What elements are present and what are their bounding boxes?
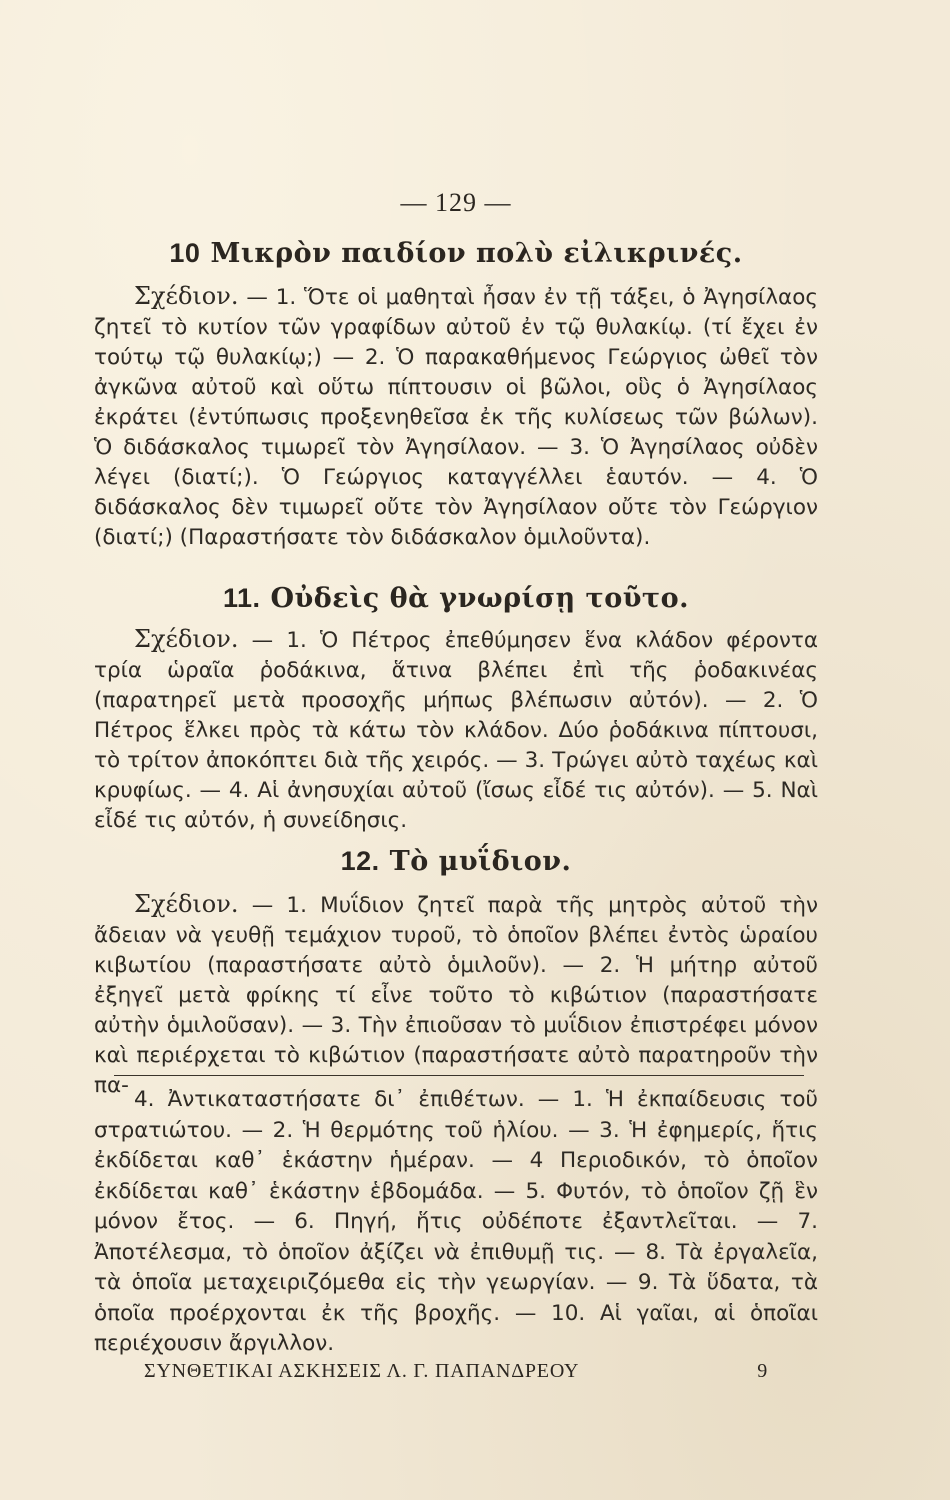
exercise-section [94, 583, 818, 836]
section-number: 11. [222, 583, 261, 613]
exercise-text: 4. Ἀντικαταστήσατε δι᾿ ἐπιθέτων. — 1. Ἡ ἐκπαίδευσις τοῦ στρατιώτου. — 2. Ἡ θερμότης τοῦ ἡλίου. — 3. Ἡ ἐφημερίς, ἥτις ἐκδίδεται καθ᾿ ἑκάστην ἡμέραν. — 4 Περιοδικόν, τὸ ὁποῖον ἐκδίδεται καθ᾿ ἑκάστην ἑβδομάδα. — 5. Φυτόν, τὸ ὁποῖον ζῇ ἓν μόνον ἔτος. — 6. Πηγή, ἥτις οὐδέποτε ἐξαντλεῖται. — 7. Ἀποτέλεσμα, τὸ ὁποῖον ἀξίζει νὰ ἐπιθυμῇ τις. — 8. Τὰ ἐργαλεῖα, τὰ ὁποῖα μεταχειριζόμεθα εἰς τὴν γεωργίαν. — 9. Τὰ ὕδατα, τὰ ὁποῖα προέρχονται ἐκ τῆς βροχῆς. — 10. Αἱ γαῖαι, αἱ ὁποῖαι περιέχουσιν ἄργιλλον. [94, 1087, 818, 1356]
section-title: Τὸ μυΐδιον. [389, 846, 572, 877]
book-title: ΣΥΝΘΕΤΙΚΑΙ ΑΣΚΗΣΕΙΣ Λ. Γ. ΠΑΠΑΝΔΡΕΟΥ [144, 1360, 580, 1382]
section-lead: Σχέδιον. [134, 890, 239, 918]
section-heading [94, 846, 818, 877]
footnote-divider [114, 1075, 804, 1076]
section-text: — 1. Ὁ Πέτρος ἐπεθύμησεν ἕνα κλάδον φέροντα τρία ὡραῖα ῥοδάκινα, ἅτινα βλέπει ἐπὶ τῆς ῥοδακινέας (παρατηρεῖ μετὰ προσοχῆς μήπως βλέπωσιν αὐτόν). — 2. Ὁ Πέτρος ἕλκει πρὸς τὰ κάτω τὸν κλάδον. Δύο ῥοδάκινα πίπτουσι, τὸ τρίτον ἀποκόπτει διὰ τῆς χειρός. — 3. Τρώγει αὐτὸ ταχέως καὶ κρυφίως. — 4. Αἱ ἀνησυχίαι αὐτοῦ (ἴσως εἶδέ τις αὐτόν). — 5. Ναὶ εἶδέ τις αὐτόν, ἡ συνείδησις. [94, 628, 818, 833]
section-lead: Σχέδιον. [134, 282, 239, 310]
signature-mark: 9 [757, 1360, 768, 1382]
section-title: Μικρὸν παιδίον πολὺ εἰλικρινές. [210, 238, 743, 269]
section-number: 10 [169, 238, 201, 268]
section-heading [94, 238, 818, 269]
exercise-section [94, 846, 818, 1101]
section-body [94, 889, 818, 1101]
section-text: — 1. Ὅτε οἱ μαθηταὶ ἦσαν ἐν τῇ τάξει, ὁ Ἀγησίλαος ζητεῖ τὸ κυτίον τῶν γραφίδων αὐτοῦ ἐν τῷ θυλακίῳ. (τί ἔχει ἐν τούτῳ τῷ θυλακίῳ;) — 2. Ὁ παρακαθήμενος Γεώργιος ὠθεῖ τὸν ἀγκῶνα αὐτοῦ καὶ οὕτω πίπτουσιν οἱ βῶλοι, οὓς ὁ Ἀγησίλαος ἐκράτει (ἐντύπωσις προξενηθεῖσα ἐκ τῆς κυλίσεως τῶν βώλων). Ὁ διδάσκαλος τιμωρεῖ τὸν Ἀγησίλαον. — 3. Ὁ Ἀγησίλαος οὐδὲν λέγει (διατί;). Ὁ Γεώργιος καταγγέλλει ἑαυτόν. — 4. Ὁ διδάσκαλος δὲν τιμωρεῖ οὔτε τὸν Ἀγησίλαον οὔτε τὸν Γεώργιον (διατί;) (Παραστήσατε τὸν διδάσκαλον ὁμιλοῦντα). [94, 285, 818, 550]
page-number: — 129 — [400, 188, 512, 217]
substitution-exercise [94, 1085, 818, 1360]
exercise-section [94, 238, 818, 553]
section-heading [94, 583, 818, 614]
section-text: — 1. Μυΐδιον ζητεῖ παρὰ τῆς μητρὸς αὐτοῦ τὴν ἄδειαν νὰ γευθῇ τεμάχιον τυροῦ, τὸ ὁποῖον βλέπει ἐντὸς ὡραίου κιβωτίου (παραστήσατε αὐτὸ ὁμιλοῦν). — 2. Ἡ μήτηρ αὐτοῦ ἐξηγεῖ μετὰ φρίκης τί εἶνε τοῦτο τὸ κιβώτιον (παραστήσατε αὐτὴν ὁμιλοῦσαν). — 3. Τὴν ἐπιοῦσαν τὸ μυΐδιον ἐπιστρέφει μόνον καὶ περιέρχεται τὸ κιβώτιον (παραστήσατε αὐτὸ παρατηροῦν τὴν πα- [94, 893, 818, 1098]
section-body [94, 624, 818, 836]
section-body [94, 281, 818, 553]
section-number: 12. [340, 846, 380, 876]
section-title: Οὐδεὶς θὰ γνωρίσῃ τοῦτο. [270, 583, 690, 614]
section-lead: Σχέδιον. [134, 625, 239, 653]
book-page [94, 0, 818, 1500]
